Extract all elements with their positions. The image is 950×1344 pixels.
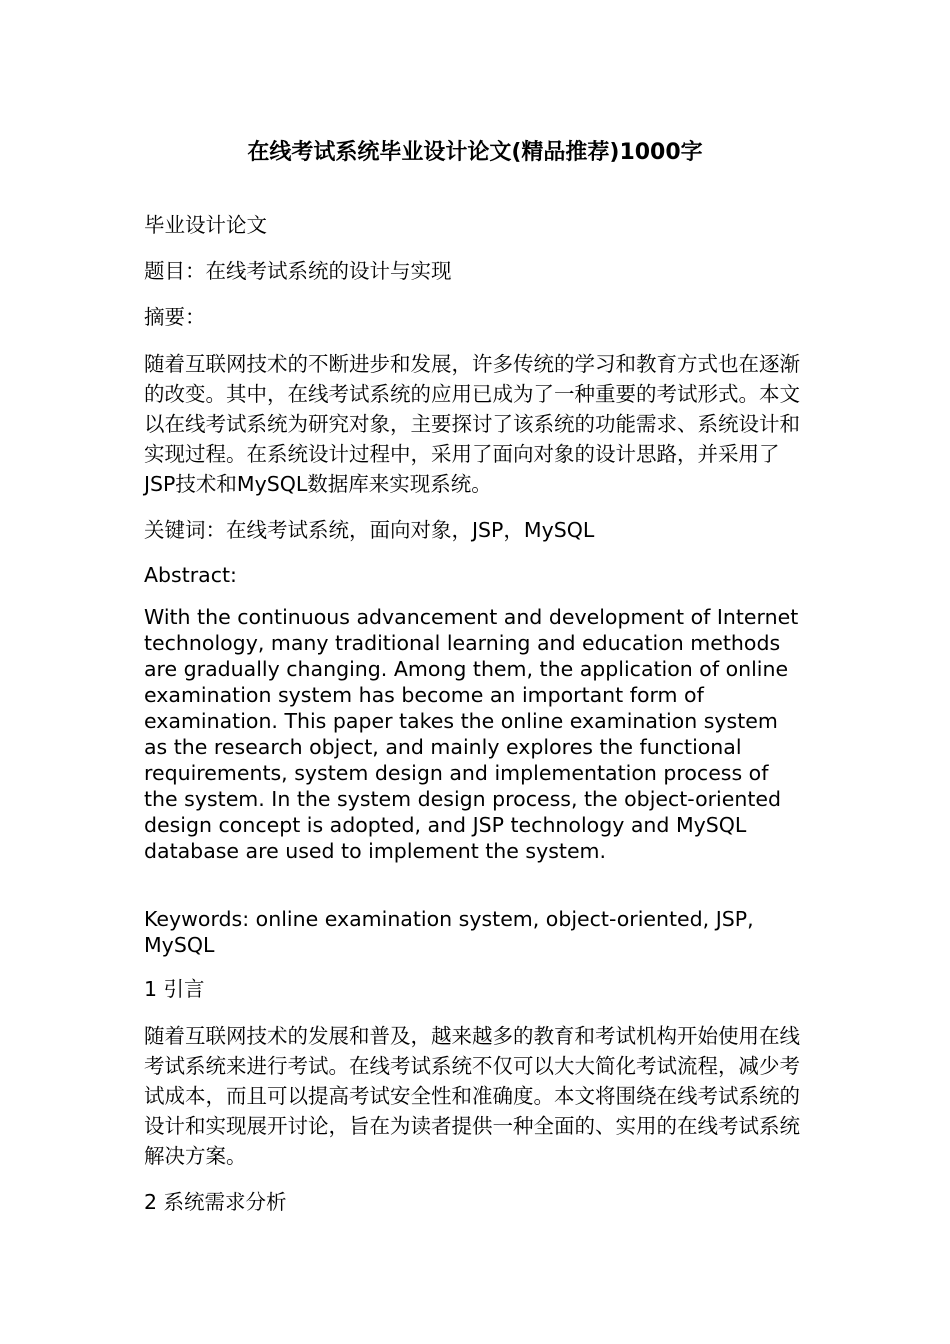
paragraph-thesis-label: 毕业设计论文 [144, 213, 267, 237]
section-heading-requirements: 2 系统需求分析 [144, 1190, 287, 1214]
section-heading-introduction: 1 引言 [144, 977, 205, 1001]
paragraph-introduction: 随着互联网技术的发展和普及，越来越多的教育和考试机构开始使用在线考试系统来进行考试。在线考试系统不仅可以大大简化考试流程，减少考试成本，而且可以提高考试安全性和准确度。本文将围绕在线考试系统的设计和实现展开讨论，旨在为读者提供一种全面的、实用的在线考试系统解决方案。 [144, 1024, 800, 1168]
paragraph-abstract-cn: 随着互联网技术的不断进步和发展，许多传统的学习和教育方式也在逐渐的改变。其中，在线考试系统的应用已成为了一种重要的考试形式。本文以在线考试系统为研究对象，主要探讨了该系统的功能需求、系统设计和实现过程。在系统设计过程中，采用了面向对象的设计思路，并采用了JSP技术和MySQL数据库来实现系统。 [144, 352, 800, 496]
paragraph-keywords-en: Keywords: online examination system, object-oriented, JSP, MySQL [144, 907, 754, 957]
document-title: 在线考试系统毕业设计论文(精品推荐)1000字 [247, 140, 703, 165]
paragraph-abstract-en: With the continuous advancement and development of Internet technology, many traditional learning and education methods are gradually changing. Among them, the application of online examination system has become an important form of examination. This paper takes the online examination system as the research object, and mainly explores the functional requirements, system design and implementation process of the system. In the system design process, the object-oriented design concept is adopted, and JSP technology and MySQL database are used to implement the system. [144, 605, 799, 863]
paragraph-abstract-heading-en: Abstract: [144, 563, 237, 587]
paragraph-keywords-cn: 关键词：在线考试系统，面向对象，JSP，MySQL [144, 518, 595, 542]
paragraph-abstract-heading-cn: 摘要： [144, 305, 206, 329]
paragraph-topic: 题目：在线考试系统的设计与实现 [144, 259, 452, 283]
